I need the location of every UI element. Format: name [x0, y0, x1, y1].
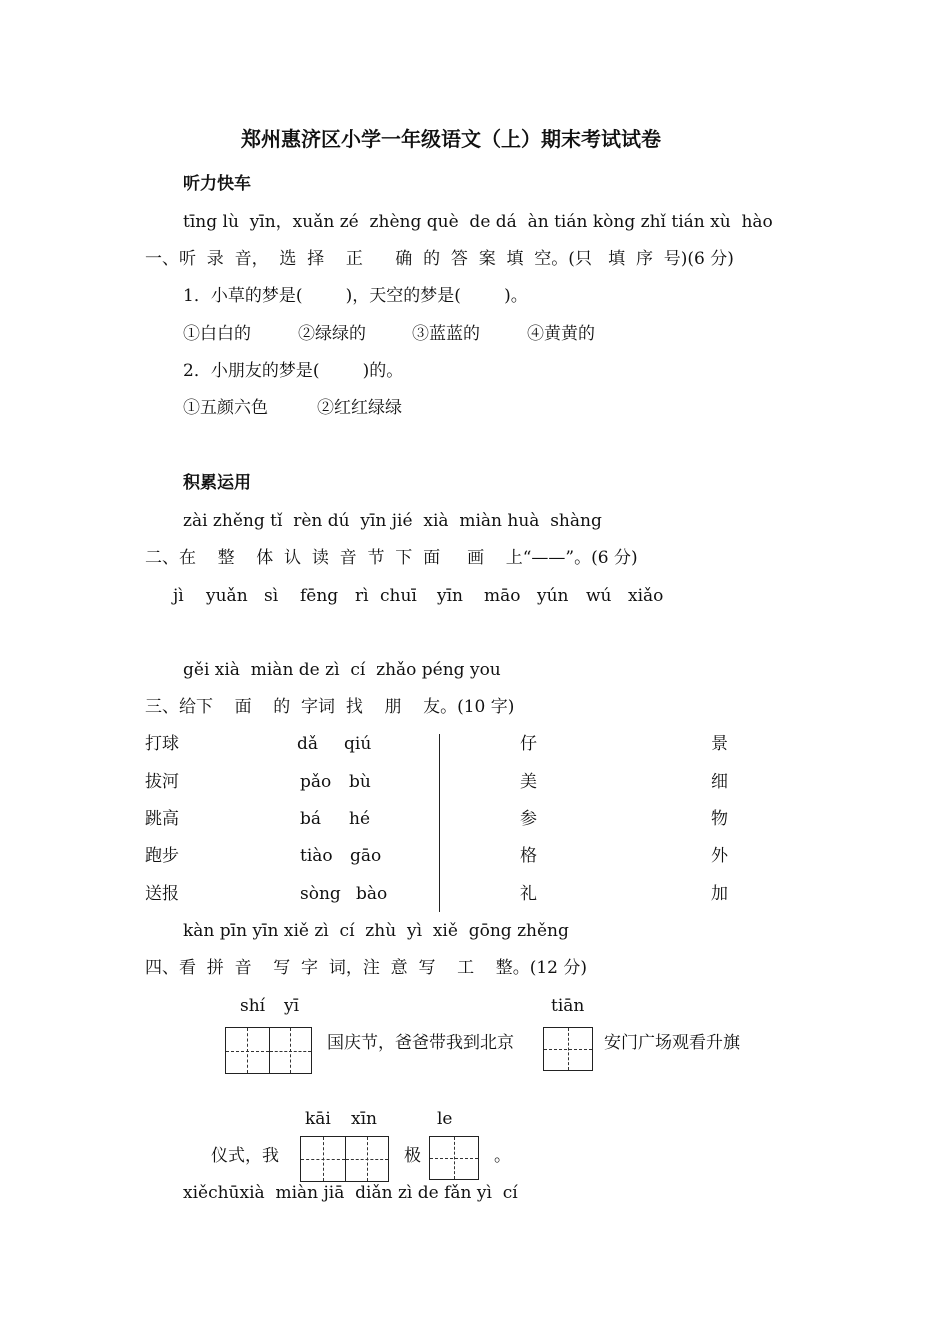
word: 跳高: [145, 809, 179, 829]
option-item: ①五颜六色: [183, 398, 268, 418]
pinyin: tiān: [551, 996, 585, 1016]
pinyin: bù: [349, 772, 371, 792]
syllable: rì: [355, 586, 369, 606]
writing-cell[interactable]: [345, 1137, 389, 1181]
char: 外: [711, 846, 728, 866]
syllable: fēng: [300, 586, 339, 606]
sentence-text: 极: [404, 1146, 421, 1166]
sentence-text: 国庆节，爸爸带我到北京: [327, 1033, 514, 1053]
question-text: 1．小草的梦是( )，天空的梦是( )。: [183, 286, 528, 306]
section-heading-accumulation: 积累运用: [183, 473, 251, 493]
pinyin: yī: [284, 996, 300, 1016]
pinyin: gāo: [350, 846, 382, 866]
pinyin: sòng: [300, 884, 341, 904]
pinyin: bào: [356, 884, 388, 904]
section-heading-listening: 听力快车: [183, 174, 251, 194]
syllable: xiǎo: [628, 586, 664, 606]
option-item: ②红红绿绿: [317, 398, 402, 418]
writing-box[interactable]: [300, 1136, 389, 1182]
pinyin: dǎ: [297, 734, 319, 754]
syllable: sì: [264, 586, 279, 606]
word: 打球: [145, 734, 179, 754]
writing-cell[interactable]: [226, 1028, 269, 1073]
writing-cell[interactable]: [430, 1137, 478, 1179]
pinyin: xīn: [351, 1109, 377, 1129]
question-instruction: 三、给下 面 的 字词 找 朋 友。(10 字): [145, 697, 515, 717]
writing-box[interactable]: [225, 1027, 312, 1074]
pinyin-line: zài zhěng tǐ rèn dú yīn jié xià miàn huà shàng: [183, 511, 602, 531]
pinyin: le: [437, 1109, 453, 1129]
page-title: 郑州惠济区小学一年级语文（上）期末考试试卷: [241, 127, 661, 151]
pinyin-line: xiěchūxià miàn jiā diǎn zì de fǎn yì cí: [183, 1183, 518, 1203]
word: 跑步: [145, 846, 179, 866]
writing-cell[interactable]: [301, 1137, 345, 1181]
writing-cell[interactable]: [544, 1028, 592, 1070]
syllable: jì: [173, 586, 184, 606]
question-instruction: 四、看 拼 音 写 字 词，注 意 写 工 整。(12 分): [145, 958, 587, 978]
question-text: 2．小朋友的梦是( )的。: [183, 361, 404, 381]
option-item: ④黄黄的: [527, 324, 595, 344]
pinyin-line: kàn pīn yīn xiě zì cí zhù yì xiě gōng zhěng: [183, 921, 569, 941]
word: 送报: [145, 884, 179, 904]
pinyin: qiú: [344, 734, 372, 754]
pinyin: kāi: [305, 1109, 331, 1129]
char: 礼: [520, 884, 537, 904]
pinyin: bá: [300, 809, 322, 829]
sentence-text: 。: [494, 1146, 511, 1166]
question-instruction: 二、在 整 体 认 读 音 节 下 面 画 上“——”。(6 分): [145, 548, 638, 568]
pinyin: shí: [240, 996, 266, 1016]
pinyin: pǎo: [300, 772, 332, 792]
writing-cell[interactable]: [269, 1028, 312, 1073]
syllable: chuī: [380, 586, 417, 606]
pinyin-line: gěi xià miàn de zì cí zhǎo péng you: [183, 660, 501, 680]
sentence-text: 仪式，我: [211, 1146, 279, 1166]
char: 仔: [520, 734, 537, 754]
writing-box[interactable]: [429, 1136, 479, 1180]
option-item: ①白白的: [183, 324, 251, 344]
char: 格: [520, 846, 537, 866]
question-instruction: 一、听 录 音， 选 择 正 确 的 答 案 填 空。(只 填 序 号)(6 分): [145, 249, 734, 269]
option-item: ③蓝蓝的: [412, 324, 480, 344]
option-item: ②绿绿的: [298, 324, 366, 344]
word: 拔河: [145, 772, 179, 792]
syllable: yún: [537, 586, 569, 606]
syllable: yuǎn: [206, 586, 248, 606]
pinyin-line: tīng lù yīn，xuǎn zé zhèng què de dá àn tián kòng zhǐ tián xù hào: [183, 212, 773, 232]
pinyin: tiào: [300, 846, 333, 866]
char: 细: [711, 772, 728, 792]
divider-line: [439, 734, 440, 912]
sentence-text: 安门广场观看升旗: [604, 1033, 740, 1053]
syllable: wú: [586, 586, 612, 606]
syllable: māo: [484, 586, 521, 606]
pinyin: hé: [349, 809, 371, 829]
char: 加: [711, 884, 728, 904]
writing-box[interactable]: [543, 1027, 593, 1071]
syllable: yīn: [437, 586, 463, 606]
char: 美: [520, 772, 537, 792]
char: 景: [711, 734, 728, 754]
char: 参: [520, 809, 537, 829]
char: 物: [711, 809, 728, 829]
